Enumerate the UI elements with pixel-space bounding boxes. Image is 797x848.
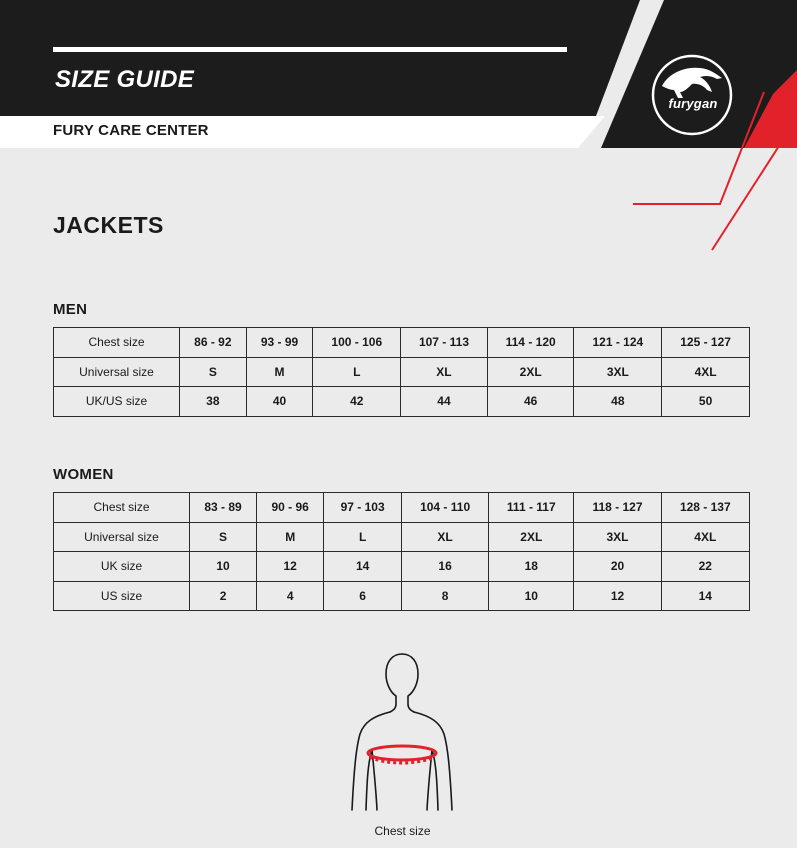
- table-cell: 86 - 92: [180, 328, 247, 358]
- table-cell: L: [324, 522, 402, 552]
- table-cell: 100 - 106: [313, 328, 401, 358]
- table-cell: 10: [190, 552, 257, 582]
- table-cell: 6: [324, 581, 402, 611]
- table-cell: L: [313, 357, 401, 387]
- table-cell: 104 - 110: [401, 493, 488, 523]
- table-cell: 44: [401, 387, 488, 417]
- table-cell: XL: [401, 357, 488, 387]
- table-cell: 93 - 99: [246, 328, 313, 358]
- table-cell: 22: [661, 552, 749, 582]
- table-cell: 83 - 89: [190, 493, 257, 523]
- page-title: SIZE GUIDE: [55, 66, 195, 93]
- table-cell: 14: [661, 581, 749, 611]
- figure-caption: Chest size: [374, 824, 431, 838]
- row-label: Chest size: [54, 328, 180, 358]
- table-cell: S: [180, 357, 247, 387]
- chest-measurement-figure: [340, 650, 465, 820]
- table-cell: M: [257, 522, 324, 552]
- table-cell: 90 - 96: [257, 493, 324, 523]
- table-cell: 42: [313, 387, 401, 417]
- table-cell: 12: [257, 552, 324, 582]
- row-label: Universal size: [54, 357, 180, 387]
- table-cell: 4XL: [662, 357, 750, 387]
- women-size-table: [53, 492, 750, 611]
- table-cell: 114 - 120: [487, 328, 574, 358]
- table-cell: 38: [180, 387, 247, 417]
- table-cell: 2: [190, 581, 257, 611]
- table-cell: 8: [401, 581, 488, 611]
- table-cell: 107 - 113: [401, 328, 488, 358]
- table-cell: 3XL: [574, 522, 661, 552]
- table-cell: 50: [662, 387, 750, 417]
- table-cell: 2XL: [487, 357, 574, 387]
- table-cell: 18: [489, 552, 574, 582]
- table-cell: 97 - 103: [324, 493, 402, 523]
- men-size-table: [53, 327, 750, 417]
- section-title: JACKETS: [53, 212, 164, 238]
- table-cell: 16: [401, 552, 488, 582]
- table-cell: S: [190, 522, 257, 552]
- header-rule: [53, 47, 567, 52]
- row-label: UK/US size: [54, 387, 180, 417]
- table-cell: 40: [246, 387, 313, 417]
- header-dark-band: [0, 0, 640, 116]
- table-cell: 4: [257, 581, 324, 611]
- women-heading: WOMEN: [53, 466, 114, 483]
- row-label: Chest size: [54, 493, 190, 523]
- table-row: [54, 552, 750, 582]
- table-cell: 121 - 124: [574, 328, 662, 358]
- head-outline-right: [402, 654, 418, 712]
- table-cell: 10: [489, 581, 574, 611]
- table-cell: 12: [574, 581, 661, 611]
- brand-wordmark: furygan: [668, 96, 718, 111]
- chest-ring: [368, 746, 436, 760]
- men-heading: MEN: [53, 301, 88, 318]
- table-row: [54, 357, 750, 387]
- table-cell: 2XL: [489, 522, 574, 552]
- row-label: US size: [54, 581, 190, 611]
- table-cell: 125 - 127: [662, 328, 750, 358]
- head-outline-left: [386, 654, 402, 712]
- table-cell: 118 - 127: [574, 493, 661, 523]
- table-cell: 20: [574, 552, 661, 582]
- table-cell: 48: [574, 387, 662, 417]
- table-row: [54, 493, 750, 523]
- table-row: [54, 328, 750, 358]
- table-cell: 14: [324, 552, 402, 582]
- table-cell: 128 - 137: [661, 493, 749, 523]
- table-cell: XL: [401, 522, 488, 552]
- row-label: Universal size: [54, 522, 190, 552]
- table-row: [54, 581, 750, 611]
- table-cell: 3XL: [574, 357, 662, 387]
- table-cell: 111 - 117: [489, 493, 574, 523]
- page-subtitle: FURY CARE CENTER: [53, 122, 209, 139]
- table-cell: M: [246, 357, 313, 387]
- table-cell: 46: [487, 387, 574, 417]
- row-label: UK size: [54, 552, 190, 582]
- table-row: [54, 387, 750, 417]
- table-row: [54, 522, 750, 552]
- table-cell: 4XL: [661, 522, 749, 552]
